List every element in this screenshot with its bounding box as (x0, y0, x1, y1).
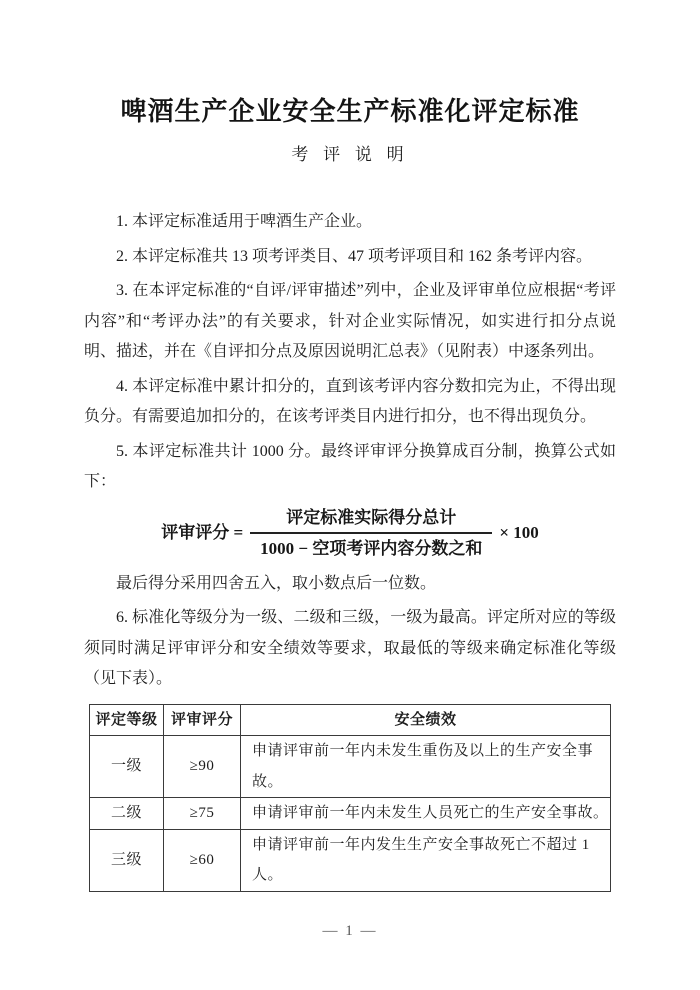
formula-numerator: 评定标准实际得分总计 (286, 507, 457, 527)
paragraph-4: 4. 本评定标准中累计扣分的，直到该考评内容分数扣完为止，不得出现负分。有需要追加扣分的，在该考评类目内进行扣分，也不得出现负分。 (84, 377, 616, 425)
formula-fraction (250, 506, 492, 560)
formula-note: 最后得分采用四舍五入，取小数点后一位数。 (116, 574, 437, 592)
document-subtitle: 考 评 说 明 (291, 145, 409, 164)
cell-safety-performance: 申请评审前一年内发生生产安全事故死亡不超过 1 人。 (241, 829, 611, 891)
header-review-score: 评审评分 (164, 704, 241, 736)
cell-grade-level: 一级 (90, 736, 164, 798)
cell-review-score: ≥90 (164, 736, 241, 798)
cell-review-score: ≥75 (164, 798, 241, 830)
grade-table (89, 704, 611, 892)
cell-review-score: ≥60 (164, 829, 241, 891)
paragraph-5: 5. 本评定标准共计 1000 分。最终评审评分换算成百分制，换算公式如下： (84, 442, 616, 490)
paragraph-3: 3. 在本评定标准的“自评/评审描述”列中，企业及评审单位应根据“考评内容”和“考评办法”的有关要求，针对企业实际情况，如实进行扣分点说明、描述，并在《自评扣分点及原因说明汇总表》（见附表）中逐条列出。 (84, 282, 616, 360)
cell-grade-level: 二级 (90, 798, 164, 830)
formula-multiplier: × 100 (499, 523, 539, 542)
paragraph-1: 1. 本评定标准适用于啤酒生产企业。 (116, 213, 373, 230)
document-body (84, 207, 616, 892)
table-row (90, 736, 611, 798)
cell-safety-performance: 申请评审前一年内未发生重伤及以上的生产安全事故。 (241, 736, 611, 798)
cell-grade-level: 三级 (90, 829, 164, 891)
paragraph-2: 2. 本评定标准共 13 项考评类目、47 项考评项目和 162 条考评内容。 (116, 247, 593, 265)
table-row (90, 829, 611, 891)
cell-safety-performance: 申请评审前一年内未发生人员死亡的生产安全事故。 (241, 798, 611, 830)
paragraph-6: 6. 标准化等级分为一级、二级和三级，一级为最高。评定所对应的等级须同时满足评审评分和安全绩效等要求，取最低的等级来确定标准化等级（见下表）。 (84, 609, 616, 687)
grade-table-header-row (90, 704, 611, 736)
header-grade-level: 评定等级 (90, 704, 164, 736)
formula-lhs: 评审评分 = (161, 523, 244, 542)
header-safety-performance: 安全绩效 (241, 704, 611, 736)
score-conversion-formula (84, 506, 616, 560)
table-row (90, 798, 611, 830)
formula-denominator: 1000 − 空项考评内容分数之和 (250, 532, 492, 560)
document-title: 啤酒生产企业安全生产标准化评定标准 (120, 96, 580, 126)
page-number: — 1 — (322, 923, 378, 939)
